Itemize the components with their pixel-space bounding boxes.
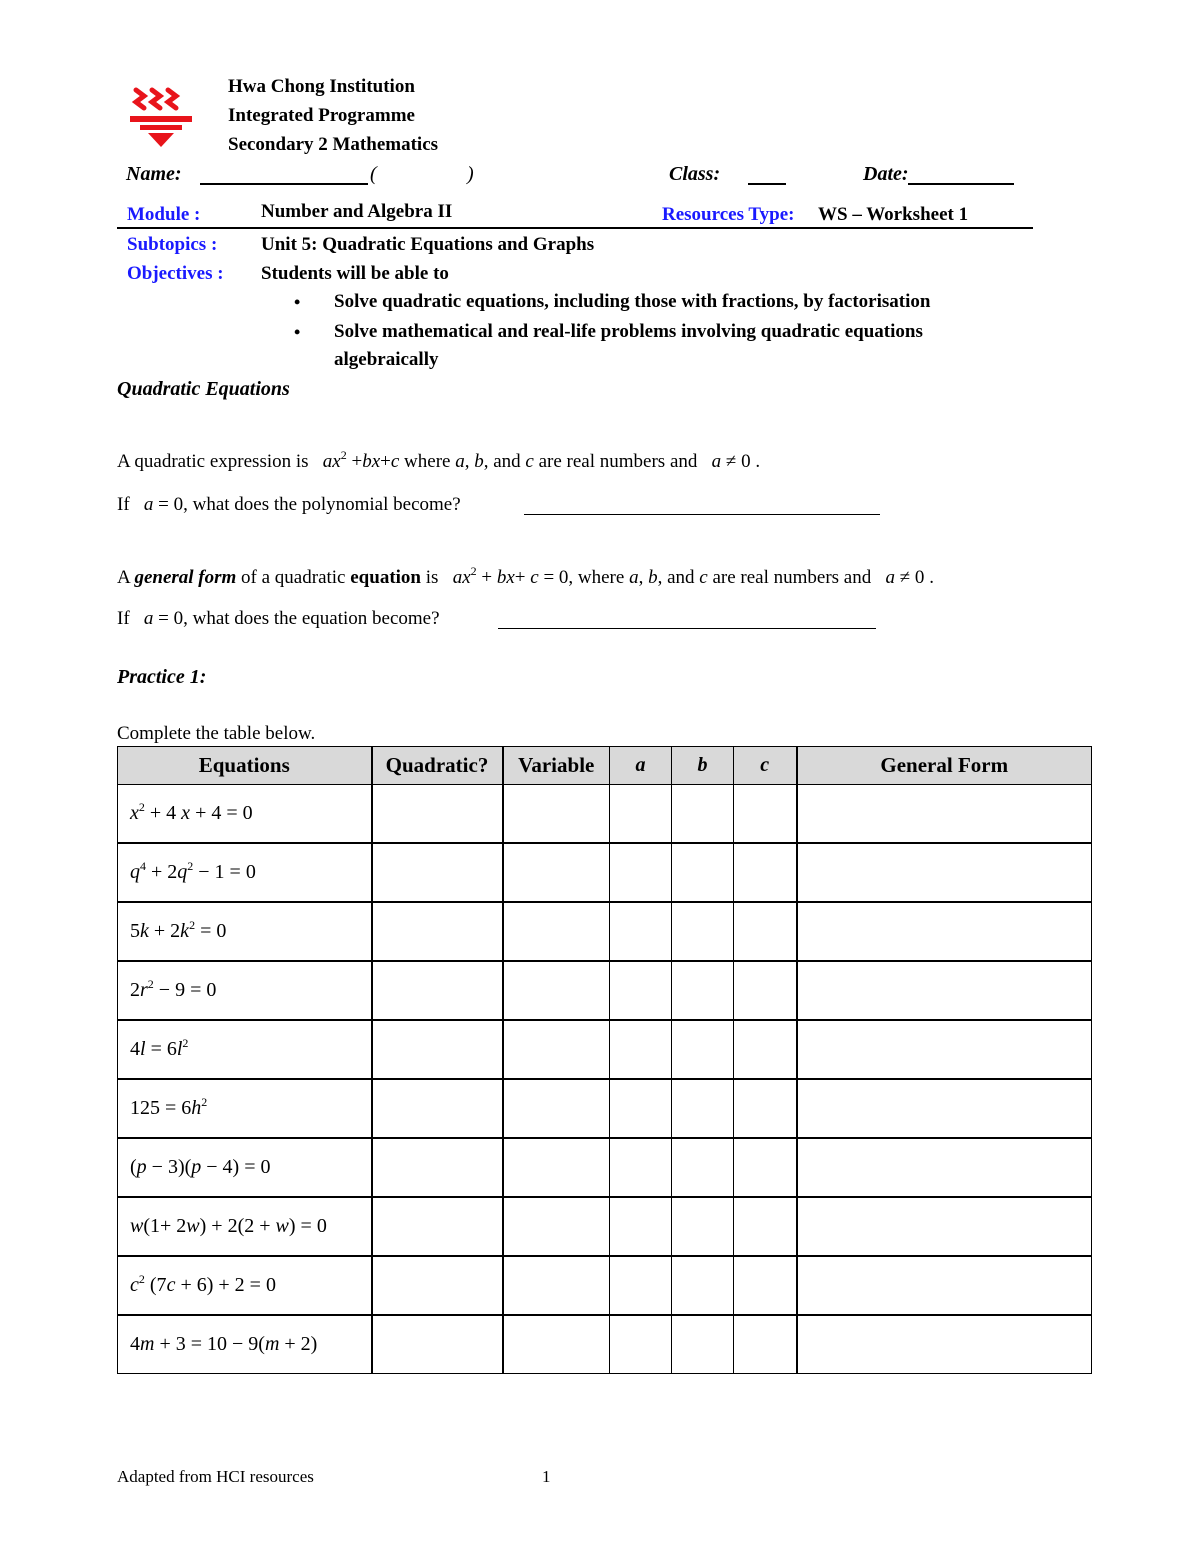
- general-form-cell[interactable]: [797, 902, 1092, 961]
- objectives-label: Objectives :: [127, 263, 224, 284]
- module-label: Module :: [127, 204, 201, 225]
- a-cell[interactable]: [610, 785, 672, 844]
- general-form-cell[interactable]: [797, 1020, 1092, 1079]
- a-cell[interactable]: [610, 1256, 672, 1315]
- c-cell[interactable]: [734, 902, 797, 961]
- table-row: [118, 1020, 1092, 1079]
- practice-title: Practice 1:: [117, 666, 207, 688]
- equation-cell: $c^2$ (7c + 6) + 2 = 0: [118, 1256, 372, 1315]
- name-label: Name:: [126, 163, 182, 185]
- variable-cell[interactable]: [503, 1079, 610, 1138]
- page-number: 1: [542, 1467, 551, 1486]
- objective-2: Solve mathematical and real-life problems involving quadratic equations: [334, 321, 923, 342]
- c-cell[interactable]: [734, 1315, 797, 1374]
- variable-cell[interactable]: [503, 1197, 610, 1256]
- expression-definition: A quadratic expression is $ax^2 +bx+c$ where a, b, and c are real numbers and a ≠ 0 .: [117, 448, 761, 472]
- header-divider: [117, 227, 1033, 229]
- variable-cell[interactable]: [503, 1256, 610, 1315]
- practice-table: [117, 746, 1092, 1374]
- quadratic-cell[interactable]: [372, 785, 503, 844]
- objective-1: Solve quadratic equations, including those with fractions, by factorisation: [334, 291, 931, 312]
- b-cell[interactable]: [672, 1256, 734, 1315]
- polynomial-answer-field[interactable]: [524, 514, 880, 515]
- b-cell[interactable]: [672, 1138, 734, 1197]
- c-cell[interactable]: [734, 1256, 797, 1315]
- variable-cell[interactable]: [503, 961, 610, 1020]
- general-form-cell[interactable]: [797, 785, 1092, 844]
- a-cell[interactable]: [610, 902, 672, 961]
- quadratic-cell[interactable]: [372, 1256, 503, 1315]
- equation-cell: w(1+ 2w) + 2(2 + w) = 0: [118, 1197, 372, 1256]
- b-cell[interactable]: [672, 961, 734, 1020]
- c-cell[interactable]: [734, 1138, 797, 1197]
- quadratic-cell[interactable]: [372, 1315, 503, 1374]
- table-row: [118, 961, 1092, 1020]
- c-cell[interactable]: [734, 1020, 797, 1079]
- header-general-form: General Form: [797, 747, 1092, 785]
- quadratic-cell[interactable]: [372, 843, 503, 902]
- equation-answer-field[interactable]: [498, 628, 876, 629]
- equation-cell: 4m + 3 = 10 − 9(m + 2): [118, 1315, 372, 1374]
- b-cell[interactable]: [672, 1315, 734, 1374]
- school-logo: [126, 82, 196, 152]
- section-title: Quadratic Equations: [117, 378, 290, 400]
- index-close-paren: ): [467, 163, 474, 185]
- objective-bullet-1: •: [294, 292, 301, 312]
- table-header-row: [118, 747, 1092, 785]
- b-cell[interactable]: [672, 1197, 734, 1256]
- a-cell[interactable]: [610, 843, 672, 902]
- table-row: [118, 1256, 1092, 1315]
- quadratic-cell[interactable]: [372, 1079, 503, 1138]
- name-field[interactable]: [200, 183, 368, 185]
- quadratic-cell[interactable]: [372, 1138, 503, 1197]
- index-open-paren: (: [370, 163, 377, 185]
- quadratic-cell[interactable]: [372, 961, 503, 1020]
- a-cell[interactable]: [610, 1197, 672, 1256]
- date-field[interactable]: [908, 183, 1014, 185]
- resources-value: WS – Worksheet 1: [818, 204, 969, 225]
- footer-source: Adapted from HCI resources: [117, 1467, 314, 1486]
- general-form-cell[interactable]: [797, 1256, 1092, 1315]
- equation-cell: $5k + 2k^2 = 0$: [118, 902, 372, 961]
- header-variable: Variable: [503, 747, 610, 785]
- variable-cell[interactable]: [503, 785, 610, 844]
- objectives-intro: Students will be able to: [261, 263, 449, 284]
- quadratic-cell[interactable]: [372, 1020, 503, 1079]
- c-cell[interactable]: [734, 1079, 797, 1138]
- table-row: [118, 902, 1092, 961]
- a-cell[interactable]: [610, 1079, 672, 1138]
- equation-cell: $q^4 + 2q^2 - 1 = 0$: [118, 843, 372, 902]
- a-cell[interactable]: [610, 1315, 672, 1374]
- b-cell[interactable]: [672, 785, 734, 844]
- institution-name: Hwa Chong Institution: [228, 76, 415, 97]
- header-a: a: [610, 747, 672, 785]
- equation-cell: $2r^2 - 9 = 0$: [118, 961, 372, 1020]
- equation-cell: $125 = 6h^2$: [118, 1079, 372, 1138]
- table-row: [118, 1197, 1092, 1256]
- table-instruction: Complete the table below.: [117, 723, 316, 744]
- a-cell[interactable]: [610, 961, 672, 1020]
- header-equations: Equations: [118, 747, 372, 785]
- general-form-cell[interactable]: [797, 1315, 1092, 1374]
- objective-2-cont: algebraically: [334, 349, 439, 370]
- subtopics-label: Subtopics :: [127, 234, 218, 255]
- b-cell[interactable]: [672, 843, 734, 902]
- table-row: [118, 1079, 1092, 1138]
- table-row: [118, 785, 1092, 844]
- table-row: [118, 843, 1092, 902]
- polynomial-question: If a = 0, what does the polynomial become?: [117, 494, 461, 515]
- general-form-cell[interactable]: [797, 843, 1092, 902]
- equation-cell: (p − 3)(p − 4) = 0: [118, 1138, 372, 1197]
- variable-cell[interactable]: [503, 902, 610, 961]
- header-c: c: [734, 747, 797, 785]
- subject-name: Secondary 2 Mathematics: [228, 134, 439, 155]
- general-form-cell[interactable]: [797, 1138, 1092, 1197]
- header-b: b: [672, 747, 734, 785]
- equation-question: If a = 0, what does the equation become?: [117, 608, 440, 629]
- variable-cell[interactable]: [503, 1020, 610, 1079]
- table-row: [118, 1315, 1092, 1374]
- subtopics-value: Unit 5: Quadratic Equations and Graphs: [261, 234, 595, 255]
- class-label: Class:: [669, 163, 721, 185]
- c-cell[interactable]: [734, 785, 797, 844]
- quadratic-cell[interactable]: [372, 902, 503, 961]
- variable-cell[interactable]: [503, 843, 610, 902]
- class-field[interactable]: [748, 183, 786, 185]
- variable-cell[interactable]: [503, 1315, 610, 1374]
- c-cell[interactable]: [734, 1197, 797, 1256]
- b-cell[interactable]: [672, 902, 734, 961]
- programme-name: Integrated Programme: [228, 105, 415, 126]
- a-cell[interactable]: [610, 1138, 672, 1197]
- quadratic-cell[interactable]: [372, 1197, 503, 1256]
- general-form-definition: A general form of a quadratic equation is $ax^2 + bx+ c = 0$, where a, b, and c are real numbers and a ≠ 0 .: [117, 564, 934, 588]
- expression-formula: $ax^2 +bx+c$: [322, 448, 400, 472]
- b-cell[interactable]: [672, 1020, 734, 1079]
- module-value: Number and Algebra II: [261, 201, 453, 222]
- resources-label: Resources Type:: [662, 204, 795, 225]
- a-cell[interactable]: [610, 1020, 672, 1079]
- objective-bullet-2: •: [294, 322, 301, 342]
- equation-cell: $4l = 6l^2$: [118, 1020, 372, 1079]
- table-row: [118, 1138, 1092, 1197]
- general-form-formula: $ax^2 + bx+ c = 0$: [452, 564, 569, 588]
- b-cell[interactable]: [672, 1079, 734, 1138]
- date-label: Date:: [863, 163, 909, 185]
- general-form-cell[interactable]: [797, 961, 1092, 1020]
- general-form-cell[interactable]: [797, 1079, 1092, 1138]
- header-quadratic: Quadratic?: [372, 747, 503, 785]
- c-cell[interactable]: [734, 961, 797, 1020]
- variable-cell[interactable]: [503, 1138, 610, 1197]
- c-cell[interactable]: [734, 843, 797, 902]
- general-form-cell[interactable]: [797, 1197, 1092, 1256]
- equation-cell: $x^2 + 4$ x + 4 = 0: [118, 785, 372, 844]
